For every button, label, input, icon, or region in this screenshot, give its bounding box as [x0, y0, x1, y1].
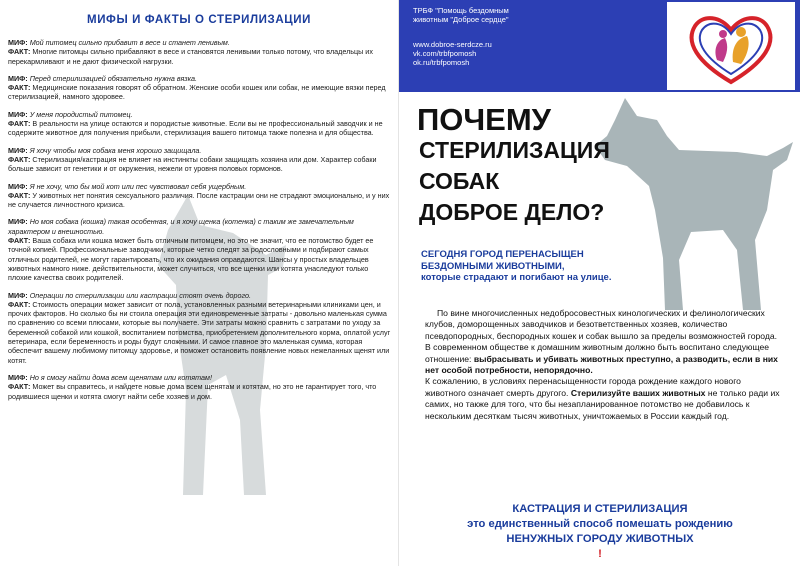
- fact-label: ФАКТ:: [8, 119, 31, 129]
- myth-text: МИФ: Но моя собака (кошка) такая особенная, и я хочу щенка (котенка) с таким же замечательным характером и внешностью.: [8, 217, 354, 236]
- myth-label: МИФ:: [8, 73, 28, 83]
- body-text: [425, 308, 783, 422]
- myth-fact-pair: [8, 74, 392, 102]
- headline-line: СОБАК: [419, 168, 500, 194]
- headline-line: ПОЧЕМУ: [417, 102, 551, 137]
- myth-label: МИФ:: [8, 145, 28, 155]
- website-link[interactable]: www.dobroe-serdcze.ru: [413, 40, 492, 49]
- fact-text: ФАКТ: Стоимость операции может зависит от пола, установленных разными ветеринарными клиниками цен, и прочих факторов. Но сколько бы ни стоила операция эти единовременные затраты - довольно маленькая сумма по сравнению со всеми плюсами, которые вы получаете. Эти затраты можно сравнить с затратами по уходу за беременной собакой или кошкой, воспитанием потомства, приобретением дополнительного корма, оплатой услуг ветеринара, если беременность и роды будут сложными. И самое главное это маленькая сумма, которая обеспечит вашему любимому питомцу здоровье, и поможет остановить появление новых нежеланных щенят или котят.: [8, 299, 391, 365]
- headline-line: ДОБРОЕ ДЕЛО?: [419, 199, 605, 225]
- fact-label: ФАКТ:: [8, 190, 31, 200]
- fact-text: ФАКТ: Медицинские показания говорят об обратном. Женские особи кошек или собак, не имеющие вязки перед стерилизацией, намного здоровее.: [8, 83, 386, 102]
- myth-text: МИФ: Но я смогу найти дома всем щенятам или котятам!: [8, 372, 212, 382]
- myth-fact-pair: [8, 38, 392, 66]
- header-band: [399, 0, 800, 92]
- org-name: [413, 6, 613, 24]
- org-name-line: ТРБФ "Помощь бездомным: [413, 6, 509, 15]
- footer-line: КАСТРАЦИЯ И СТЕРИЛИЗАЦИЯ: [512, 503, 688, 515]
- myth-label: МИФ:: [8, 217, 28, 227]
- body-paragraph: По вине многочисленных недобросовестных кинологических и фелинологических клубов, доморощенных заводчиков и безответственных хозяев, количество псевдопородных, беспородных кошек и собак вышло за пределы возможностей города.: [425, 308, 778, 341]
- footer-line: НЕНУЖНЫХ ГОРОДУ ЖИВОТНЫХ !: [399, 532, 800, 562]
- footer-line: это единственный способ помешать рождению: [467, 518, 733, 530]
- fact-label: ФАКТ:: [8, 83, 31, 93]
- myths-list: [8, 38, 392, 409]
- myth-text: МИФ: У меня породистый питомец.: [8, 109, 133, 119]
- org-links: [413, 40, 613, 67]
- fact-text: ФАКТ: У животных нет понятия сексуального различия. После кастрации они не страдают эмоционально, и у них не случается личностного кризиса.: [8, 190, 390, 210]
- fact-text: ФАКТ: Может вы справитесь, и найдете новые дома всем щенятам и котятам, но это не гарантирует того, что родившиеся щенки и котята смогут найти себе хозяев и дом.: [8, 382, 377, 401]
- myth-label: МИФ:: [8, 290, 28, 300]
- city-line: СЕГОДНЯ ГОРОД ПЕРЕНАСЫЩЕН: [421, 249, 584, 260]
- myth-text: МИФ: Перед стерилизацией обязательно нужна вязка.: [8, 73, 198, 83]
- fact-label: ФАКТ:: [8, 47, 31, 57]
- myths-panel: [0, 0, 398, 566]
- body-paragraph: В современном обществе к домашним животным должно быть воспитано следующее отношение: выбрасывать и убивать животных преступно, а разводить, если в них нет особой потребности, непорядочно.: [425, 342, 778, 376]
- ok-link[interactable]: ok.ru/trbfpomosh: [413, 58, 470, 67]
- myths-title: МИФЫ И ФАКТЫ О СТЕРИЛИЗАЦИИ: [87, 14, 311, 26]
- myth-text: МИФ: Мой питомец сильно прибавит в весе и станет ленивым.: [8, 38, 230, 47]
- myth-label: МИФ:: [8, 109, 28, 119]
- fact-label: ФАКТ:: [8, 299, 31, 309]
- fact-text: ФАКТ: В реальности на улице остаются и породистые животные. Если вы не профессиональный заводчик и не содержите животное для получения прибыли, стерилизация вашего питомца также полезна и для общества.: [8, 119, 383, 138]
- fact-label: ФАКТ:: [8, 154, 31, 164]
- myth-label: МИФ:: [8, 372, 28, 382]
- myth-text: МИФ: Операции по стерилизации или кастрации стоят очень дорого.: [8, 290, 252, 300]
- city-line: которые страдают и погибают на улице.: [421, 272, 612, 283]
- footer-slogan: [399, 502, 800, 562]
- fact-label: ФАКТ:: [8, 236, 31, 246]
- headline: [417, 104, 617, 228]
- myth-fact-pair: [8, 110, 392, 138]
- myth-text: МИФ: Я хочу чтобы моя собака меня хорошо защищала.: [8, 145, 202, 155]
- myth-fact-pair: [8, 291, 392, 365]
- myth-fact-pair: [8, 217, 392, 282]
- myth-fact-pair: [8, 182, 392, 210]
- exclamation-mark: !: [598, 548, 602, 560]
- headline-line: СТЕРИЛИЗАЦИЯ: [419, 137, 610, 163]
- fact-text: ФАКТ: Многие питомцы сильно прибавляют в весе и становятся ленивыми только потому, что владельцы их перекармливают и не дают физической нагрузки.: [8, 47, 373, 66]
- myth-text: МИФ: Я не хочу, что бы мой кот или пес чувствовал себя ущербным.: [8, 181, 247, 191]
- logo: [667, 2, 795, 90]
- myth-fact-pair: [8, 146, 392, 174]
- myth-label: МИФ:: [8, 38, 28, 47]
- city-line: БЕЗДОМНЫМИ ЖИВОТНЫМИ,: [421, 260, 565, 272]
- fact-label: ФАКТ:: [8, 382, 31, 392]
- body-paragraph: К сожалению, в условиях перенасыщенности города рождение каждого нового животного означает смерть другого. Стерилизуйте ваших животных не только ради их самих, но также для того, что бы незапланированное потомство не добавилось к нескольким десяткам тысяч животных, уничтожаемых в России каждый год.: [425, 376, 780, 421]
- fact-text: ФАКТ: Ваша собака или кошка может быть отличным питомцем, но это не значит, что ее потомство будет ее точной копией. Профессиональные заводчики, которые четко следят за родословными и подбирают самых отличных родителей, не могут гарантировать, что их ожидания оправдаются. Шансы у простых владельцев животных намного ниже. действительности, может случиться, что все щенки или котята унаследуют только плохие качества своих родителей.: [8, 236, 374, 283]
- fact-text: ФАКТ: Стерилизация/кастрация не влияет на инстинкты собаки защищать хозяина или дом. Характер собаки больше зависит от генетики и от окружения, нежели от уровня половых гормонов.: [8, 154, 377, 174]
- city-statement: [421, 249, 691, 284]
- main-panel: [398, 0, 800, 566]
- org-name-line: животным "Доброе сердце": [413, 15, 509, 24]
- myth-fact-pair: [8, 373, 392, 401]
- vk-link[interactable]: vk.com/trbfpomosh: [413, 49, 477, 58]
- heart-animals-logo-icon: [667, 2, 795, 90]
- myth-label: МИФ:: [8, 181, 28, 191]
